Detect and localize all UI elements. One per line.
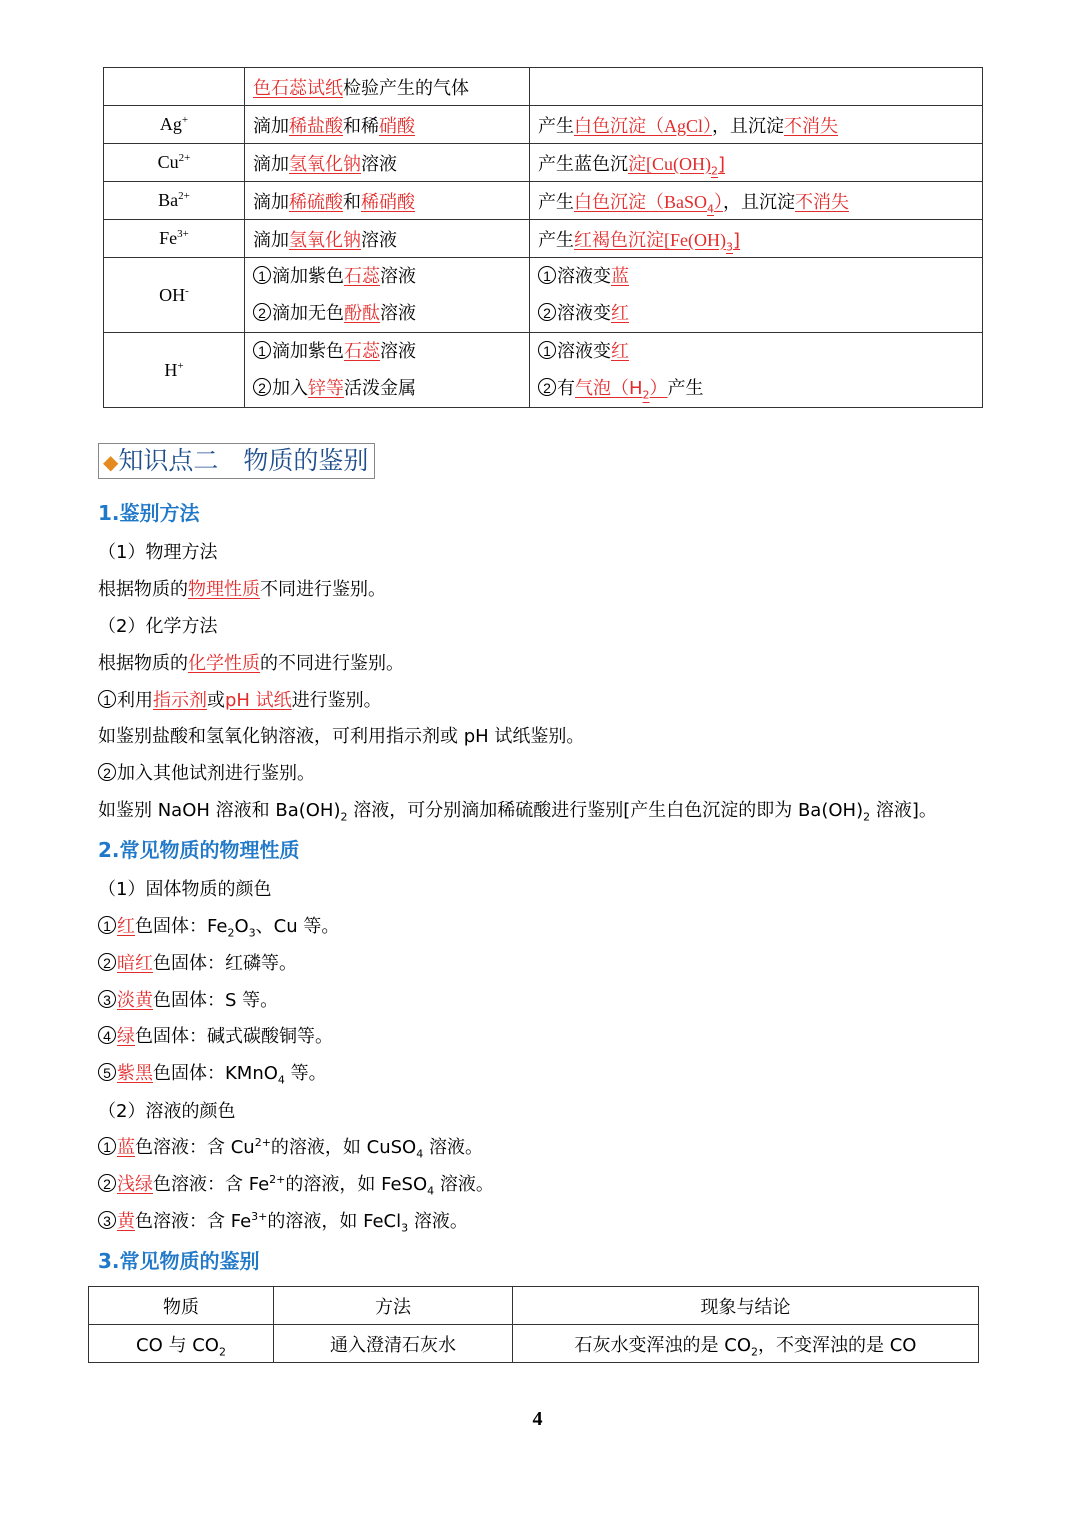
phenomenon-cell: 产生红褐色沉淀$[Fe(OH)_3]$ [530, 220, 983, 258]
phenomenon-cell: 产生白色沉淀（BaSO$_4$），且沉淀不消失 [530, 182, 983, 220]
circled-number: 4 [98, 1026, 116, 1044]
page-number: 4 [532, 1408, 543, 1430]
method-cell: 滴加氢氧化钠溶液 [245, 144, 530, 182]
column-header: 现象与结论 [513, 1287, 979, 1325]
method-cell: 滴加氢氧化钠溶液 [245, 220, 530, 258]
circled-number: 1 [253, 266, 271, 284]
paragraph: 1 利用指示剂或pH 试纸进行鉴别。 [98, 686, 382, 712]
list-item: 4 绿色固体：碱式碳酸铜等。 [98, 1022, 333, 1048]
circled-number: 2 [253, 303, 271, 321]
phenomenon-cell [530, 68, 983, 106]
section-title: 1.鉴别方法 [98, 501, 200, 525]
section-title: 3.常见物质的鉴别 [98, 1249, 260, 1273]
subsection-title: （2）化学方法 [98, 616, 218, 637]
table-row [89, 1325, 979, 1363]
table-row [104, 220, 983, 258]
phenomenon-cell: 产生白色沉淀（AgCl），且沉淀不消失 [530, 106, 983, 144]
paragraph: 如鉴别盐酸和氢氧化钠溶液，可利用指示剂或 pH 试纸鉴别。 [98, 726, 585, 747]
column-header: 物质 [89, 1287, 274, 1325]
paragraph: 2 加入其他试剂进行鉴别。 [98, 759, 315, 785]
phenomenon-cell: 1 溶液变红 2 有气泡$(H_2)$产生 [530, 333, 983, 408]
subsection-title: （2）溶液的颜色 [98, 1101, 236, 1122]
list-item: 5 紫黑色固体：KMnO$_4$ 等。 [98, 1059, 327, 1085]
circled-number: 2 [538, 303, 556, 321]
list-item: 1 红色固体：$Fe_2O_3$、Cu 等。 [98, 912, 339, 938]
ion-cell: $Cu^{2+}$ [104, 144, 245, 182]
method-cell: 1 滴加紫色石蕊溶液 2 滴加无色酚酞溶液 [245, 258, 530, 333]
circled-number: 2 [98, 953, 116, 971]
table-cell: 石灰水变浑浊的是 $CO_2$，不变浑浊的是 CO [513, 1325, 979, 1363]
method-cell: 滴加稀盐酸和稀硝酸 [245, 106, 530, 144]
ion-cell: H+ [104, 333, 245, 408]
phenomenon-cell: 产生蓝色沉淀$[Cu(OH)_2]$ [530, 144, 983, 182]
circled-number: 1 [98, 916, 116, 934]
ion-test-table [103, 67, 983, 408]
circled-number: 1 [253, 341, 271, 359]
section-heading: ◆知识点二 物质的鉴别 [98, 443, 375, 479]
ion-cell: $Fe^{3+}$ [104, 220, 245, 258]
paragraph: 根据物质的物理性质不同进行鉴别。 [98, 579, 386, 600]
circled-number: 3 [98, 1211, 116, 1229]
circled-number: 1 [98, 690, 116, 708]
method-cell: 滴加稀硫酸和稀硝酸 [245, 182, 530, 220]
ion-cell: $Ba^{2+}$ [104, 182, 245, 220]
circled-number: 1 [538, 266, 556, 284]
ion-cell [104, 68, 245, 106]
list-item: 3 黄色溶液：含 $Fe^{3+}$的溶液，如 FeCl$_3$ 溶液。 [98, 1207, 468, 1233]
ion-cell: Ag+ [104, 106, 245, 144]
table-header-row [89, 1287, 979, 1325]
column-header: 方法 [274, 1287, 513, 1325]
list-item: 2 浅绿色溶液：含 $Fe^{2+}$的溶液，如 FeSO$_4$ 溶液。 [98, 1170, 494, 1196]
section-title: 2.常见物质的物理性质 [98, 838, 300, 862]
table-cell: CO 与 $CO_2$ [89, 1325, 274, 1363]
circled-number: 2 [98, 763, 116, 781]
table-row [104, 68, 983, 106]
circled-number: 5 [98, 1063, 116, 1081]
table-row [104, 106, 983, 144]
subsection-title: （1）物理方法 [98, 542, 218, 563]
circled-number: 2 [98, 1174, 116, 1192]
circled-number: 1 [98, 1137, 116, 1155]
subsection-title: （1）固体物质的颜色 [98, 879, 272, 900]
method-cell: 色石蕊试纸检验产生的气体 [245, 68, 530, 106]
paragraph: 如鉴别 NaOH 溶液和 $Ba(OH)_2$ 溶液，可分别滴加稀硫酸进行鉴别[产生白色沉淀的即为 $Ba(OH)_2$ 溶液]。 [98, 800, 937, 824]
table-row [104, 258, 983, 333]
ion-cell: OH- [104, 258, 245, 333]
table-row [104, 144, 983, 182]
circled-number: 2 [253, 378, 271, 396]
identification-table [88, 1286, 979, 1363]
table-cell: 通入澄清石灰水 [274, 1325, 513, 1363]
diamond-icon: ◆ [103, 450, 119, 474]
list-item: 1 蓝色溶液：含 $Cu^{2+}$的溶液，如 CuSO$_4$ 溶液。 [98, 1133, 483, 1159]
table-row [104, 333, 983, 408]
list-item: 2 暗红色固体：红磷等。 [98, 949, 297, 975]
table-row [104, 182, 983, 220]
list-item: 3 淡黄色固体：S 等。 [98, 986, 278, 1012]
circled-number: 3 [98, 990, 116, 1008]
phenomenon-cell: 1 溶液变蓝 2 溶液变红 [530, 258, 983, 333]
paragraph: 根据物质的化学性质的不同进行鉴别。 [98, 653, 404, 674]
method-cell: 1 滴加紫色石蕊溶液 2 加入锌等活泼金属 [245, 333, 530, 408]
circled-number: 2 [538, 378, 556, 396]
circled-number: 1 [538, 341, 556, 359]
